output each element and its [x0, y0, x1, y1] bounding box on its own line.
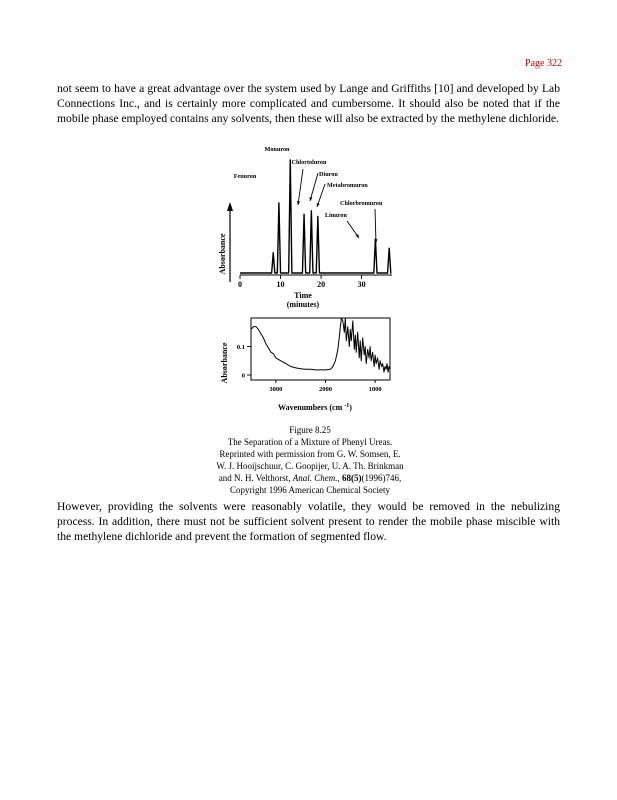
caption-line-1: Figure 8.25 [289, 425, 331, 435]
spectrum-x-tick-label: 2000 [318, 386, 332, 393]
chromatogram-ylabel: Absorbance [218, 233, 227, 275]
caption-volume: 68(5) [342, 473, 362, 483]
chromatogram-trace [240, 160, 391, 273]
peak-label-diuron: Diuron [319, 171, 338, 178]
caption-line-2: The Separation of a Mixture of Phenyl Ureas. [227, 437, 393, 447]
peak-arrowhead-diuron [310, 197, 313, 201]
peak-arrow-chlortoluron [298, 169, 303, 205]
spectrum-x-tick-label: 1000 [368, 386, 382, 393]
paragraph-2: However, providing the solvents were reasonably volatile, they would be removed in the nebulizing process. In addition, there must not be sufficient solvent present to render the mobile phase miscible with the methylene dichloride and prevent the formation of segmented flow. [57, 500, 560, 544]
paragraph-1: not seem to have a great advantage over the system used by Lange and Griffiths [10] and developed by Lab Connections Inc., and is certainly more complicated and cumbersome. It should also be noted that if the mobile phase employed contains any solvents, then these will also be extracted by the methylene dichloride. [57, 82, 560, 126]
ir-spectrum-chart [215, 315, 405, 415]
chromatogram-y-arrowhead [227, 202, 233, 211]
spectrum-xlabel-sup: -1 [344, 403, 350, 409]
spectrum-xlabel-text: Wavenumbers (cm [278, 403, 343, 412]
peak-label-fenuron: Fenuron [233, 173, 257, 180]
chromatogram-x-tick-label: 0 [238, 280, 242, 289]
peak-label-chlorbromuron: Chlorbromuron [340, 200, 383, 207]
chromatogram-chart [215, 142, 405, 310]
peak-label-monuron: Monuron [264, 146, 290, 153]
caption-line-5 [190, 472, 430, 484]
chromatogram-xlabel-line1: Time [294, 291, 312, 300]
peak-label-chlortoluron: Chlortoluron [291, 159, 327, 166]
spectrum-x-tick-label: 3000 [269, 386, 283, 393]
spectrum-y-tick-label: 0.1 [236, 344, 245, 351]
spectrum-y-tick-label: 0 [241, 372, 245, 380]
spectrum-line [251, 318, 390, 372]
peak-label-metabromuron: Metabromuron [327, 182, 368, 189]
caption-authors-end: and N. H. Velthorst, [218, 473, 291, 483]
peak-arrowhead-metabromuron [317, 203, 320, 207]
spectrum-ylabel: Absorbance [220, 342, 229, 384]
chromatogram-x-tick-label: 30 [357, 280, 366, 289]
page-number: Page 322 [525, 58, 562, 69]
peak-label-linuron: Linuron [325, 212, 347, 219]
peak-arrow-diuron [310, 173, 318, 201]
caption-line-3: Reprinted with permission from G. W. Somsen, E. [219, 449, 401, 459]
chromatogram-x-tick-label: 20 [317, 280, 326, 289]
chromatogram-xlabel-line2: (minutes) [286, 300, 320, 309]
peak-arrow-chlorbromuron [375, 209, 376, 243]
chromatogram-x-tick-label: 10 [276, 280, 285, 289]
spectrum-frame [251, 318, 390, 380]
caption-line-4: W. J. Hooijschuur, C. Goopijer, U. A. Th. Brinkman [216, 461, 404, 471]
spectrum-xlabel: Wavenumbers (cm $^{-1}$) [278, 403, 352, 412]
caption-copyright: Copyright 1996 American Chemical Society [230, 485, 390, 495]
caption-tail: (1996)746, [361, 473, 402, 483]
figure-caption [190, 424, 430, 496]
caption-journal: Anal. Chem., [292, 473, 340, 483]
